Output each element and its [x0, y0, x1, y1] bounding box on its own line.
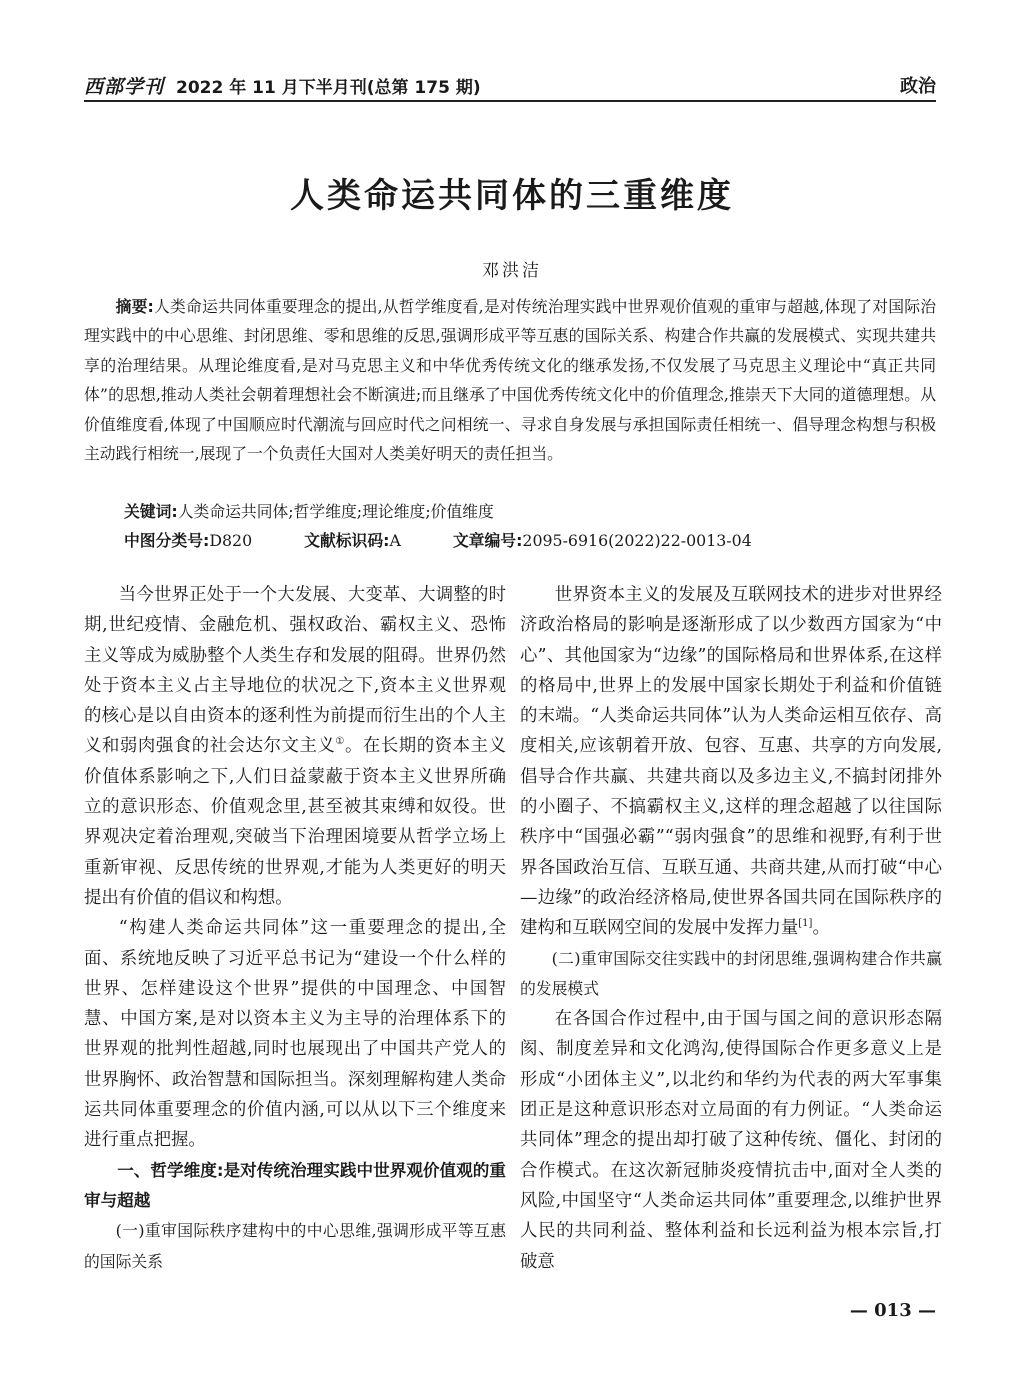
section-tag: 政治 [900, 76, 936, 97]
section-heading: 一、哲学维度:是对传统治理实践中世界观价值观的重审与超越 [84, 1160, 506, 1210]
doc-code-label: 文献标识码: [304, 531, 390, 550]
paragraph-text: 。 [812, 918, 830, 939]
abstract [84, 292, 936, 468]
keywords [124, 497, 494, 526]
body-paragraph [84, 580, 506, 913]
journal-logo: 西部学刊 [84, 76, 165, 98]
body-paragraph [520, 580, 942, 944]
clc-value: D820 [209, 531, 253, 550]
doc-code-value: A [389, 531, 401, 550]
issue-info: 2022 年 11 月下半月刊(总第 175 期) [176, 78, 481, 98]
paragraph-text: 世界资本主义的发展及互联网技术的进步对世界经济政治格局的影响是逐渐形成了以少数西方国家为“中心”、其他国家为“边缘”的国际格局和世界体系,在这样的格局中,世界上的发展中国家长期处于利益和价值链的末端。“人类命运共同体”认为人类命运相互依存、高度相关,应该朝着开放、包容、互惠、共享的方向发展,倡导合作共赢、共建共商以及多边主义,不搞封闭排外的小圈子、不搞霸权主义,这样的理念超越了以往国际秩序中“国强必霸”“弱肉强食”的思维和视野,有利于世界各国政治互信、互联互通、共商共建,从而打破“中心—边缘”的政治经济格局,使世界各国共同在国际秩序的建构和互联网空间的发展中发挥力量 [520, 585, 942, 939]
keywords-text: 人类命运共同体;哲学维度;理论维度;价值维度 [177, 502, 494, 521]
footnote-marker: ① [335, 736, 345, 748]
body-paragraph: “构建人类命运共同体”这一重要理念的提出,全面、系统地反映了习近平总书记为“建设一个什么样的世界、怎样建设这个世界”提供的中国理念、中国智慧、中国方案,是对以资本主义为主导的治理体系下的世界观的批判性超越,同时也展现出了中国共产党人的世界胸怀、政治智慧和国际担当。深刻理解构建人类命运共同体重要理念的价值内涵,可以从以下三个维度来进行重点把握。 [84, 918, 506, 1151]
paragraph-text: 当今世界正处于一个大发展、大变革、大调整的时期,世纪疫情、金融危机、强权政治、霸权主义、恐怖主义等成为威胁整个人类生存和发展的阻碍。世界仍然处于资本主义占主导地位的状况之下,资本主义世界观的核心是以自由资本的逐利性为前提而衍生出的个人主义和弱肉强食的社会达尔文主义 [84, 585, 506, 757]
article-title: 人类命运共同体的三重维度 [290, 176, 734, 216]
right-column [520, 580, 942, 1277]
article-id-label: 文章编号: [452, 531, 523, 550]
subsection-heading: (二)重审国际交往实践中的封闭思维,强调构建合作共赢的发展模式 [520, 948, 942, 998]
keywords-label: 关键词: [124, 502, 178, 521]
article-id-value: 2095-6916(2022)22-0013-04 [522, 531, 752, 550]
classification-line [124, 526, 752, 555]
clc-label: 中图分类号: [124, 531, 210, 550]
citation-marker: [1] [798, 918, 813, 930]
subsection-heading: (一)重审国际秩序建构中的中心思维,强调形成平等互惠的国际关系 [84, 1221, 506, 1271]
author-name: 邓洪洁 [482, 261, 542, 281]
paragraph-text: 。在长期的资本主义价值体系影响之下,人们日益蒙蔽于资本主义世界所确立的意识形态、价值观念里,甚至被其束缚和奴役。世界观决定着治理观,突破当下治理困境要从哲学立场上重新审视、反思传统的世界观,才能为人类更好的明天提出有价值的倡议和构想。 [84, 736, 506, 908]
page-number: — 013 — [849, 1300, 936, 1321]
body-paragraph: 在各国合作过程中,由于国与国之间的意识形态隔阂、制度差异和文化鸿沟,使得国际合作更多意义上是形成“小团体主义”,以北约和华约为代表的两大军事集团正是这种意识形态对立局面的有力例证。“人类命运共同体”理念的提出却打破了这种传统、僵化、封闭的合作模式。在这次新冠肺炎疫情抗击中,面对全人类的风险,中国坚守“人类命运共同体”重要理念,以维护世界人民的共同利益、整体利益和长远利益为根本宗旨,打破意 [520, 1009, 942, 1272]
running-header [84, 70, 936, 100]
abstract-label: 摘要: [115, 297, 154, 316]
left-column [84, 580, 506, 1277]
header-rule [84, 100, 936, 102]
abstract-text: 人类命运共同体重要理念的提出,从哲学维度看,是对传统治理实践中世界观价值观的重审与超越,体现了对国际治理实践中的中心思维、封闭思维、零和思维的反思,强调形成平等互惠的国际关系、构建合作共赢的发展模式、实现共建共享的治理结果。从理论维度看,是对马克思主义和中华优秀传统文化的继承发扬,不仅发展了马克思主义理论中“真正共同体”的思想,推动人类社会朝着理想社会不断演进;而且继承了中国优秀传统文化中的价值理念,推崇天下大同的道德理想。从价值维度看,体现了中国顺应时代潮流与回应时代之问相统一、寻求自身发展与承担国际责任相统一、倡导理念构想与积极主动践行相统一,展现了一个负责任大国对人类美好明天的责任担当。 [84, 297, 936, 464]
